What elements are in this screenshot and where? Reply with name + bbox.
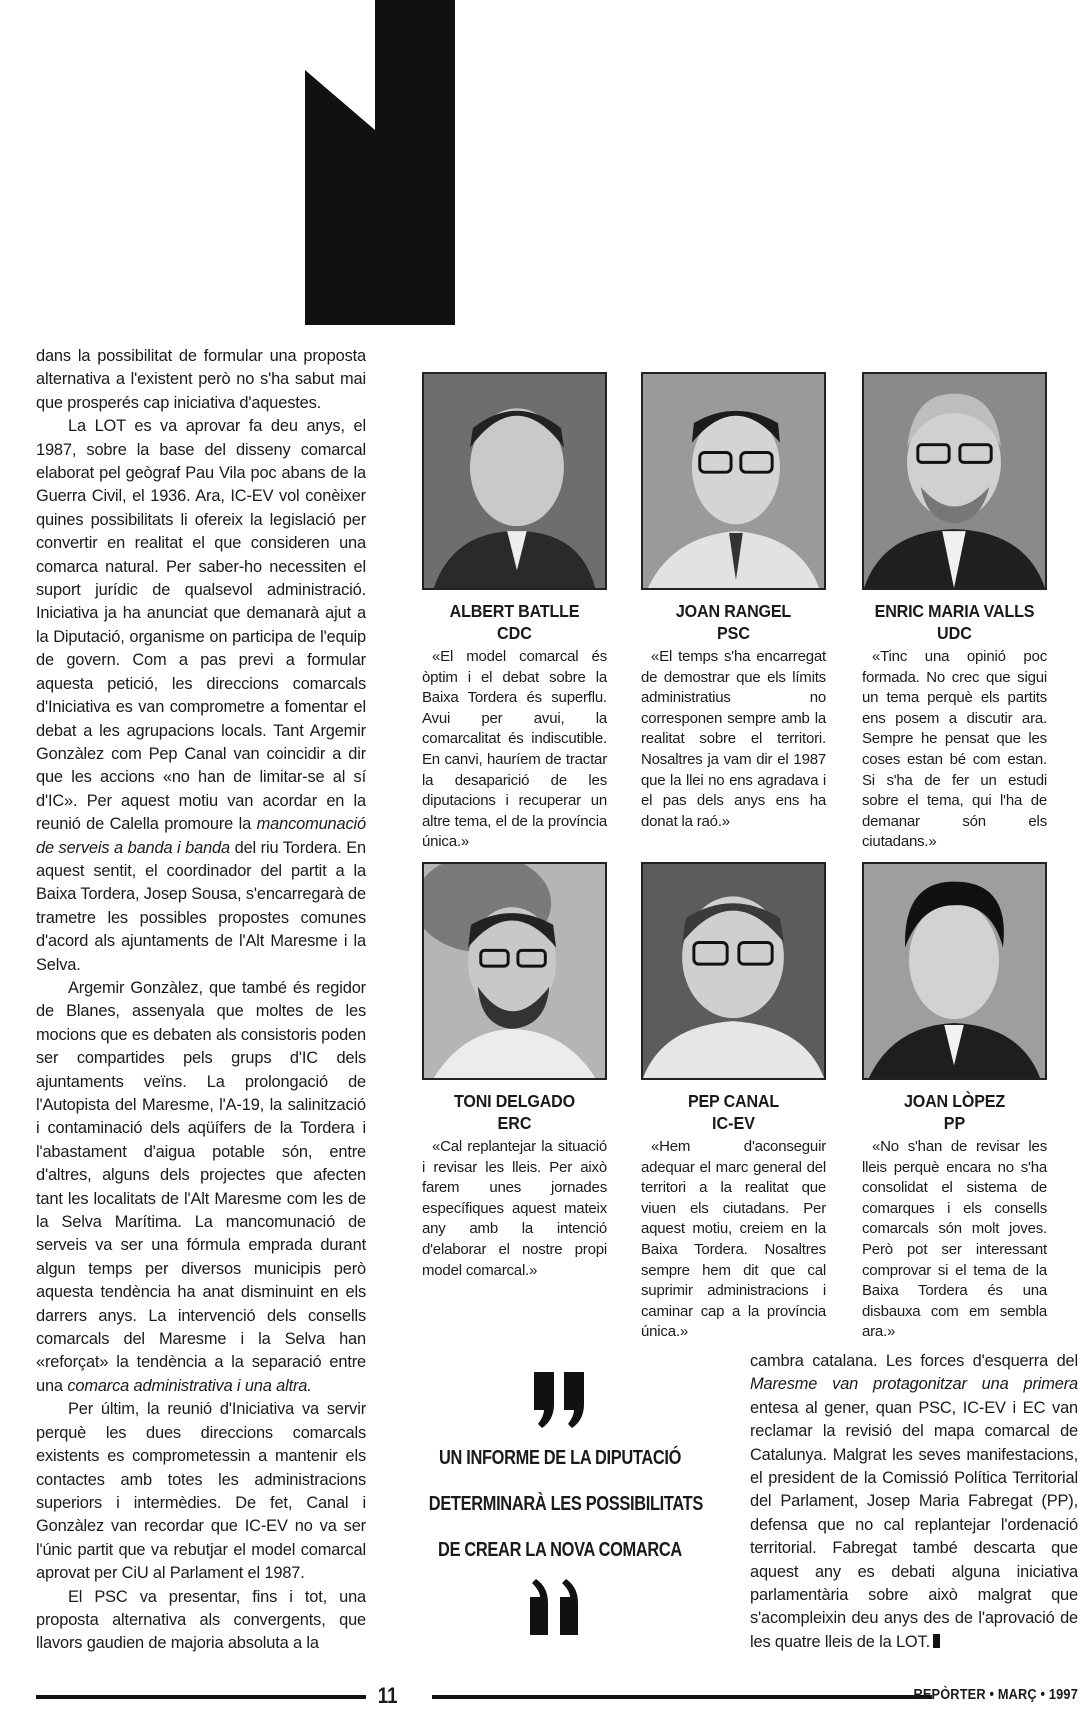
page-number: 11 [377,1683,398,1708]
profile-quote: «Hem d'aconseguir adequar el marc general del territori a la realitat que viuen els ciutadans. Per aquest motiu, creiem en la Baixa Tordera. Nosaltres sempre hem dit que cal suprimir administracions i caminar cap a la província única.» [641,1138,826,1341]
end-mark-icon [933,1634,940,1648]
profile-quote: «Tinc una opinió poc formada. No crec que sigui un tema perquè els partits ens posem a discutir ara. Sempre he pensat que les coses estan bé com estan. Si s'ha de fer un estudi sobre el tema, qui l'ha de demanar són els ciutadans.» [862,648,1047,851]
footer-rule [36,1695,366,1699]
portrait-photo [862,372,1047,590]
page-footer [36,1683,1078,1708]
profile-quote: «Cal replantejar la situació i revisar les lleis. Per això farem unes jornades específiques aquest mateix any amb la intenció d'elaborar el nostre propi model comarcal.» [422,1138,607,1279]
profile-party: IC-EV [712,1113,755,1133]
profile-name: JOAN RANGEL [675,601,792,621]
article-right-column [750,1350,1078,1654]
paragraph: cambra catalana. Les forces d'esquerra del Maresme van protagonitzar una primera entesa al gener, quan PSC, IC-EV i EC van reclamar la revisió del mapa comarcal de Catalunya. Malgrat les seves manifestacions, el president de la Comissió Política Territorial del Parlament, Josep Maria Fabregat (PP), defensa que no cal replantejar l'ordenació territorial. Fabregat també descarta que aquest any es debati alguna iniciativa parlamentària sobre això malgrat que s'acompleixin deu anys des de l'aprovació de les quatre lleis de la LOT. [750,1352,1078,1651]
paragraph: El PSC va presentar, fins i tot, una proposta alternativa als convergents, que llavors gaudien de majoria absoluta a la [36,1587,366,1653]
open-quote-icon [530,1370,590,1430]
portrait-icon [424,864,605,1078]
profile-party: PP [943,1113,966,1133]
profile-name: TONI DELGADO [454,1091,575,1111]
portrait-photo [641,372,826,590]
portrait-icon [643,864,824,1078]
paragraph: La LOT es va aprovar fa deu anys, el 1987, sobre la base del disseny comarcal elaborat pel geògraf Pau Vila poc abans de la Guerra Civil, el 1936. Ara, IC-EV vol conèixer quines possibilitats li ofereix la legislació per convertir en realitat el que consideren una comarca natural. Per saber-ho necessiten el suport jurídic de qualsevol administració. Iniciativa ja ha anunciat que demanarà ajut a la Diputació, organisme on participa de l'equip de govern. Com a pas previ a formular aquesta petició, les direccions comarcals d'Iniciativa es van comprometre a fomentar el debat a les agrupacions locals. Tant Argemir Gonzàlez com Pep Canal van coincidir a dir que les accions «no han de limitar-se al sí d'IC». Per aquest motiu van acordar en la reunió de Calella promoure la mancomunació de serveis a banda i banda del riu Tordera. En aquest sentit, el coordinador del partit a la Baixa Tordera, Josep Sousa, s'encarregarà de trametre les possibles propostes comunes d'acord als ajuntaments de l'Alt Maresme i la Selva. [36,417,367,974]
pull-quote [400,1370,720,1642]
profile-name: ALBERT BATLLE [449,601,580,621]
profile-card [862,862,1067,1343]
portrait-photo [422,862,607,1080]
close-quote-icon [530,1577,590,1637]
article-left-column [36,345,366,1656]
profile-card [422,862,627,1281]
profile-quote: «No s'han de revisar les lleis perquè encara no s'ha consolidat el sistema de comarques i els consells comarcals són molt joves. Però pot ser interessant comprovar si el tema de la Baixa Tordera és una disbauxa com em sembla ara.» [862,1138,1047,1341]
portrait-icon [643,374,824,588]
portrait-icon [864,374,1045,588]
profile-card [641,372,846,832]
profile-quote: «El model comarcal és òptim i el debat sobre la Baixa Tordera és superflu. Avui per avui, la comarcalitat és indiscutible. En canvi, hauríem de tractar la desaparició de les diputacions i recuperar un altre tema, el de la província única.» [422,648,607,851]
portrait-photo [422,372,607,590]
profile-card [422,372,627,853]
portrait-icon [424,374,605,588]
profile-party: CDC [497,623,532,643]
zigzag-graphic [305,0,455,325]
profile-card [862,372,1067,853]
portrait-photo [641,862,826,1080]
footer-rule [432,1695,932,1699]
pull-quote-line: DETERMINARÀ LES POSSIBILITATS [428,1493,703,1515]
paragraph: Per últim, la reunió d'Iniciativa va servir perquè les dues direccions comarcals existents es comprometessin a mantenir els contactes amb totes les administracions superiors i intermèdies. De fet, Canal i Gonzàlez van recordar que IC-EV no va ser l'únic partit que va rebutjar el model comarcal aprovat per CiU al Parlament el 1987. [36,1400,366,1583]
profile-party: UDC [937,623,972,643]
paragraph: Argemir Gonzàlez, que també és regidor de Blanes, assenyala que moltes de les mocions que es debaten als consistoris poden ser compartides pels grups d'IC dels ajuntaments veïns. La prolongació de l'Autopista del Maresme, l'A-19, la salinització i contaminació dels aqüífers de la Tordera i l'abastament d'aigua potable són, entre d'altres, alguns dels projectes que afecten tant les localitats de l'Alt Maresme com les de la Selva Marítima. La mancomunació de serveis va ser una fórmula emprada durant algun temps per diversos municipis però aquesta tendència ha anat disminuint en els darrers anys. La intervenció dels consells comarcals del Maresme i la Selva han «reforçat» la tendència a la separació entre una comarca administrativa i una altra. [36,978,366,1395]
profile-quote: «El temps s'ha encarregat de demostrar que els límits administratius no corresponen sempre amb la realitat sobre el territori. Nosaltres ja vam dir el 1987 que la llei no ens agradava i el pas dels anys ens ha donat la raó.» [641,648,826,830]
paragraph: dans la possibilitat de formular una proposta alternativa a l'existent però no s'ha sabut mai que prosperés cap iniciativa d'aquestes. [36,347,366,412]
publication-folio: REPÒRTER • MARÇ • 1997 [913,1687,1078,1703]
profile-party: ERC [497,1113,532,1133]
portrait-photo [862,862,1047,1080]
profile-name: PEP CANAL [687,1091,780,1111]
profile-name: JOAN LÒPEZ [903,1091,1006,1111]
profile-name: ENRIC MARIA VALLS [874,601,1035,621]
pull-quote-line: UN INFORME DE LA DIPUTACIÓ [438,1447,682,1469]
portrait-icon [864,864,1045,1078]
profile-party: PSC [716,623,751,643]
pull-quote-line: DE CREAR LA NOVA COMARCA [438,1539,682,1561]
profile-card [641,862,846,1343]
